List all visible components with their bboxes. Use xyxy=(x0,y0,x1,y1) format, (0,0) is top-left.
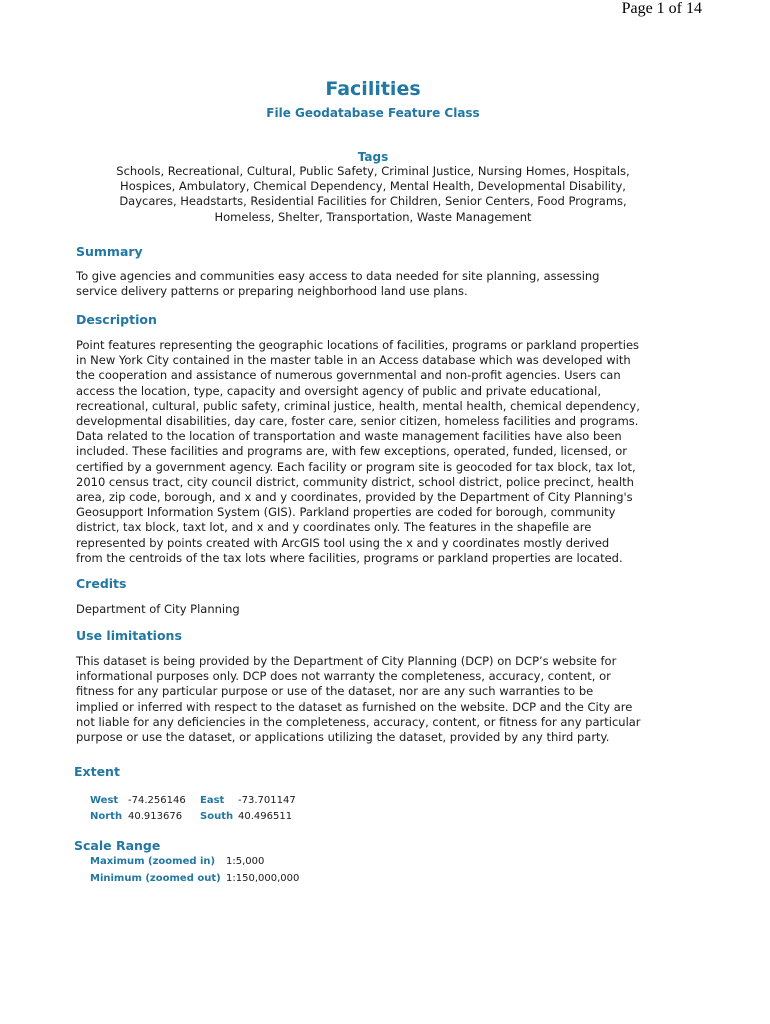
use-limitations-line: fitness for any particular purpose or use of the dataset, nor are any such warranties to be xyxy=(76,684,594,699)
scale-min-value: 1:150,000,000 xyxy=(226,873,300,884)
use-limitations-line: not liable for any deficiencies in the completeness, accuracy, content, or fitness for any particular xyxy=(76,714,641,729)
description-line: recreational, cultural, public safety, criminal justice, health, mental health, chemical dependency, xyxy=(76,398,640,413)
page-number: Page 1 of 14 xyxy=(621,0,702,17)
description-line: Data related to the location of transportation and waste management facilities have also been xyxy=(76,429,622,444)
description-line: from the centroids of the tax lots where facilities, programs or parkland properties are located. xyxy=(76,550,623,565)
description-heading: Description xyxy=(76,312,157,327)
use-limitations-line: purpose or use the dataset, or applications utilizing the dataset, provided by any third party. xyxy=(76,730,610,745)
document-subtitle: File Geodatabase Feature Class xyxy=(266,106,480,120)
description-line: certified by a government agency. Each facility or program site is geocoded for tax block, tax lot, xyxy=(76,459,636,474)
west-value: -74.256146 xyxy=(128,795,186,806)
east-value: -73.701147 xyxy=(238,795,296,806)
description-line: the cooperation and assistance of numerous governmental and non-profit agencies. Users can xyxy=(76,368,621,383)
document-title: Facilities xyxy=(325,78,421,100)
summary-heading: Summary xyxy=(76,244,143,259)
north-value: 40.913676 xyxy=(128,811,183,822)
extent-heading: Extent xyxy=(74,764,120,779)
summary-line: service delivery patterns or preparing neighborhood land use plans. xyxy=(76,284,468,299)
description-line: Geosupport Information System (GIS). Parkland properties are coded for borough, community xyxy=(76,505,616,520)
south-label: South xyxy=(200,811,234,822)
east-label: East xyxy=(200,795,225,806)
scale-max-label: Maximum (zoomed in) xyxy=(90,856,216,867)
tags-line: Daycares, Headstarts, Residential Facilities for Children, Senior Centers, Food Programs, xyxy=(119,194,627,209)
description-line: included. These facilities and programs are, with few exceptions, operated, funded, licensed, or xyxy=(76,444,628,459)
description-line: area, zip code, borough, and x and y coordinates, provided by the Department of City Planning's xyxy=(76,490,633,505)
description-line: in New York City contained in the master table in an Access database which was developed with xyxy=(76,353,631,368)
scale-min-label: Minimum (zoomed out) xyxy=(90,873,221,884)
tags-line: Homeless, Shelter, Transportation, Waste Management xyxy=(214,209,532,224)
west-label: West xyxy=(90,795,119,806)
use-limitations-text xyxy=(76,654,676,745)
summary-line: To give agencies and communities easy access to data needed for site planning, assessing xyxy=(76,269,600,283)
use-limitations-heading: Use limitations xyxy=(76,628,182,643)
tags-line: Hospices, Ambulatory, Chemical Dependency, Mental Health, Developmental Disability, xyxy=(120,179,626,194)
use-limitations-line: This dataset is being provided by the Department of City Planning (DCP) on DCP’s website for xyxy=(76,654,617,668)
north-label: North xyxy=(90,811,123,822)
description-line: 2010 census tract, city council district, community district, school district, police precinct, health xyxy=(76,474,634,489)
description-line: developmental disabilities, day care, foster care, senior citizen, homeless facilities and programs. xyxy=(76,414,639,429)
description-text xyxy=(76,338,676,566)
description-line: district, tax block, taxt lot, and x and y coordinates only. The features in the shapefile are xyxy=(76,520,592,535)
credits-text: Department of City Planning xyxy=(76,602,240,616)
description-line: Point features representing the geographic locations of facilities, programs or parkland properties xyxy=(76,338,640,352)
tags-heading: Tags xyxy=(357,150,389,164)
scale-max-value: 1:5,000 xyxy=(226,856,265,867)
use-limitations-line: informational purposes only. DCP does not warranty the completeness, accuracy, content, or xyxy=(76,669,611,684)
scale-range-heading: Scale Range xyxy=(74,838,161,853)
south-value: 40.496511 xyxy=(238,811,293,822)
description-line: access the location, type, capacity and oversight agency of public and private educational, xyxy=(76,383,602,398)
tags-text xyxy=(88,164,658,225)
credits-heading: Credits xyxy=(76,576,127,591)
summary-text xyxy=(76,269,676,299)
description-line: represented by points created with ArcGIS tool using the x and y coordinates mostly derived xyxy=(76,535,610,550)
use-limitations-line: implied or inferred with respect to the dataset as furnished on the website. DCP and the City are xyxy=(76,699,633,714)
tags-line: Schools, Recreational, Cultural, Public Safety, Criminal Justice, Nursing Homes, Hospitals, xyxy=(116,164,630,178)
